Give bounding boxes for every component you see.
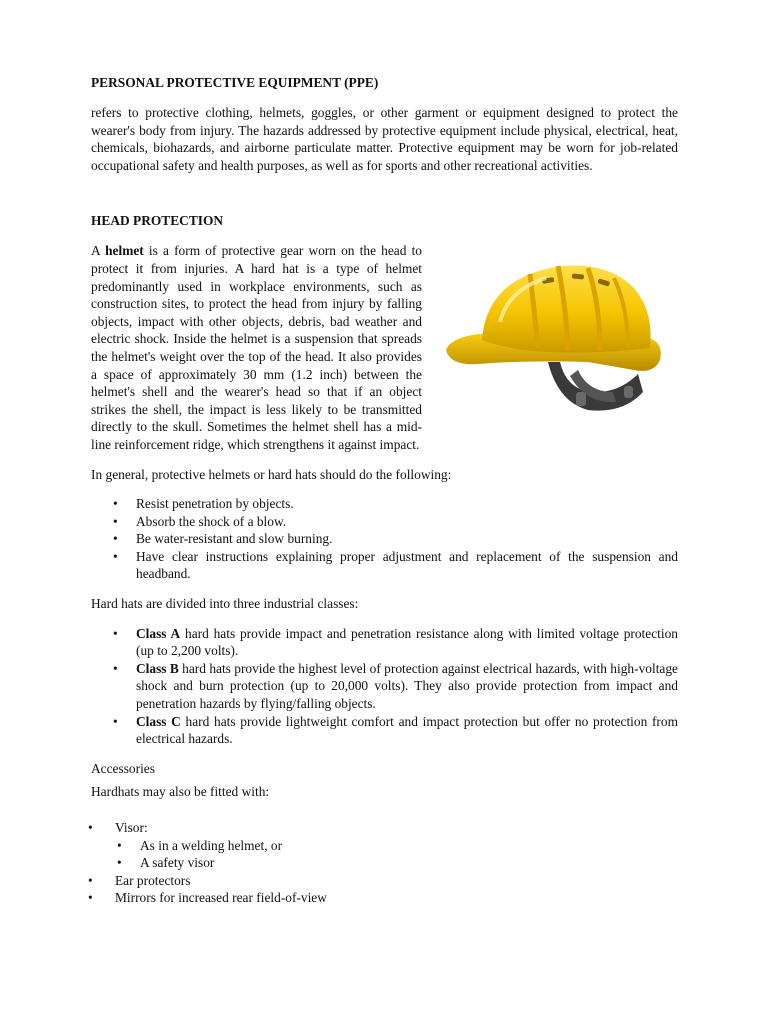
bullet: • (88, 820, 93, 835)
list-item (91, 513, 678, 531)
class-text: hard hats provide lightweight comfort and impact protection but offer no protection from electrical hazards. (136, 713, 678, 747)
bullet: • (88, 890, 93, 906)
list-item-text: Ear protectors (115, 872, 191, 888)
bullet: • (113, 496, 118, 512)
helmet-section (91, 242, 678, 453)
list-item (91, 625, 678, 660)
list-item-text: Mirrors for increased rear field-of-view (115, 890, 327, 906)
bullet: • (117, 855, 122, 871)
helmet-term: helmet (105, 243, 144, 259)
requirements-list (91, 495, 678, 583)
bullet: • (117, 837, 122, 853)
accessories-heading: Accessories (91, 760, 155, 776)
bullet: • (113, 625, 118, 641)
list-item-text: Visor: (115, 820, 148, 835)
bullet: • (113, 531, 118, 547)
head-protection-heading: HEAD PROTECTION (91, 213, 224, 229)
accessories-list (88, 819, 675, 907)
class-label: Class B (136, 660, 179, 676)
class-label: Class A (136, 625, 181, 641)
classes-list (91, 625, 678, 748)
list-item (88, 889, 675, 907)
helmet-body: is a form of protective gear worn on the head to protect it from injuries. A hard hat is a type of helmet predominantly used in workplace environments, such as construction sites, to protect the head from injury by falling objects, impact with other objects, debris, bad weather and electric shock. Inside the helmet is a suspension that spreads the helmet's weight over the top of the head. It also provides a space of approximately 30 mm (1.2 inch) between the helmet's shell and the wearer's head so that if an object strikes the shell, the impact is less likely to be transmitted directly to the skull. Sometimes the helmet shell has a mid-line reinforcement ridge, which strengthens it against impact. (91, 243, 422, 452)
list-item (88, 872, 675, 890)
list-item (91, 660, 678, 713)
class-label: Class C (136, 713, 181, 729)
class-text: hard hats provide impact and penetration resistance along with limited voltage protection (up to 2,200 volts). (136, 625, 678, 659)
hard-hat-illustration (438, 242, 678, 420)
accessories-intro: Hardhats may also be fitted with: (91, 784, 270, 800)
intro-paragraph: refers to protective clothing, helmets, goggles, or other garment or equipment designed to protect the wearer's body from injury. The hazards addressed by protective equipment include physical, electrical, heat, chemicals, biohazards, and airborne particulate matter. Protective equipment may be worn for job-related occupational safety and health purposes, as well as for sports and other recreational activities. (91, 105, 678, 173)
list-item (91, 530, 678, 548)
list-item-text: A safety visor (140, 855, 215, 871)
list-item-text: Be water-resistant and slow burning. (136, 531, 333, 547)
list-item (91, 713, 678, 748)
requirements-intro: In general, protective helmets or hard hats should do the following: (91, 466, 452, 482)
list-item (115, 837, 675, 855)
bullet: • (113, 713, 118, 729)
list-item-text: As in a welding helmet, or (140, 837, 283, 853)
list-item-text: Have clear instructions explaining proper adjustment and replacement of the suspension and headband. (136, 548, 678, 582)
bullet: • (88, 872, 93, 888)
document-content (88, 74, 678, 907)
bullet: • (113, 660, 118, 676)
list-item (91, 495, 678, 513)
document-title: PERSONAL PROTECTIVE EQUIPMENT (PPE) (91, 75, 379, 90)
classes-intro: Hard hats are divided into three industrial classes: (91, 596, 359, 612)
list-item-text: Absorb the shock of a blow. (136, 513, 287, 529)
list-item-text: Resist penetration by objects. (136, 496, 294, 512)
helmet-lead: A (91, 243, 106, 259)
list-item (88, 819, 675, 872)
bullet: • (113, 548, 118, 564)
bullet: • (113, 513, 118, 529)
visor-sublist (115, 837, 675, 872)
list-item (115, 854, 675, 872)
class-text: hard hats provide the highest level of protection against electrical hazards, with high-voltage shock and burn protection (up to 20,000 volts). They also provide protection from impact and penetration hazards by flying/falling objects. (136, 660, 678, 712)
hard-hat-image (438, 242, 678, 420)
list-item (91, 548, 678, 583)
